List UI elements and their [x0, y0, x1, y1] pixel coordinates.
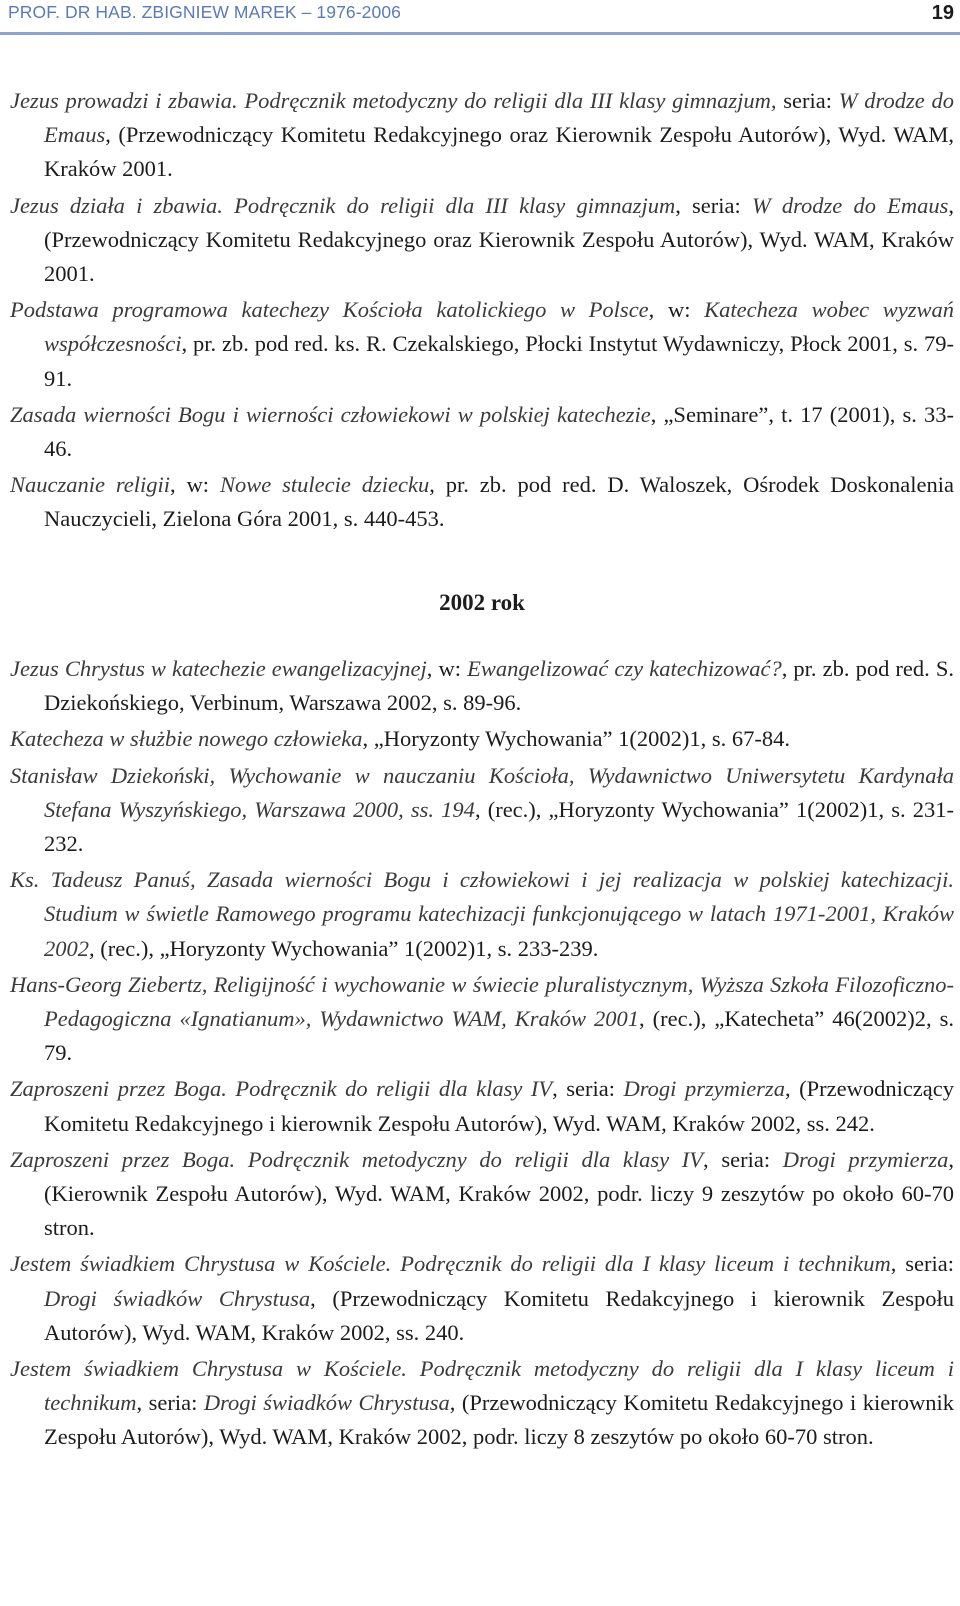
- entry-title-segment: Stanisław Dziekoński, Wychowanie w nauczaniu Kościoła, Wydawnictwo Uniwersytetu Kardynała Stefana Wyszyńskiego, Warszawa 2000, ss. 194: [10, 762, 954, 822]
- entry-text-segment: , (rec.), „Katecheta” 46(2002)2, s. 79.: [44, 1006, 954, 1066]
- entry-text-segment: , seria:: [136, 1390, 204, 1416]
- entry-text-segment: , seria:: [552, 1076, 624, 1102]
- entry-text-segment: , (Przewodniczący Komitetu Redakcyjnego i kierownik Zespołu Autorów), Wyd. WAM, Kraków 2002, ss. 242.: [44, 1076, 955, 1136]
- bibliography-entry: [10, 1072, 954, 1140]
- bibliography-entry: [10, 468, 954, 536]
- entry-title-segment: Jezus działa i zbawia. Podręcznik do religii dla III klasy gimnazjum: [10, 192, 676, 218]
- entry-text-segment: , (rec.), „Horyzonty Wychowania” 1(2002)1, s. 231-232.: [44, 796, 954, 857]
- entry-title-segment: Drogi przymierza: [623, 1076, 785, 1102]
- bibliography-entry: [10, 652, 954, 720]
- entry-text-segment: , (Przewodniczący Komitetu Redakcyjnego i kierownik Zespołu Autorów), Wyd. WAM, Kraków 2002, podr. liczy 8 zeszytów po około 60-70 stron.: [44, 1390, 954, 1450]
- year-heading: 2002 rok: [439, 590, 525, 615]
- bibliography-list-2001: [10, 84, 954, 537]
- bibliography: [10, 84, 955, 1450]
- bibliography-entry: [10, 1352, 954, 1455]
- entry-title-segment: Nauczanie religii: [10, 472, 171, 498]
- entry-text-segment: , „Horyzonty Wychowania” 1(2002)1, s. 67-84.: [362, 726, 790, 752]
- entry-title-segment: Hans-Georg Ziebertz, Religijność i wychowanie w świecie pluralistycznym, Wyższa Szkoła Filozoficzno-Pedagogiczna «Ignatianum», Wydawnictwo WAM, Kraków 2001: [10, 971, 954, 1032]
- entry-title-segment: Zasada wierności Bogu i wierności człowiekowi w polskiej katechezie: [10, 401, 651, 427]
- entry-text-segment: , seria:: [703, 1146, 783, 1172]
- bibliography-entry: [10, 968, 954, 1071]
- bibliography-entry: [10, 398, 954, 466]
- entry-text-segment: , w:: [648, 297, 705, 323]
- entry-title-segment: Jezus prowadzi i zbawia. Podręcznik metodyczny do religii dla III klasy gimnazjum,: [10, 88, 777, 113]
- entry-text-segment: , (Kierownik Zespołu Autorów), Wyd. WAM, Kraków 2002, podr. liczy 9 zeszytów po około 60-70 stron.: [44, 1146, 955, 1241]
- entry-title-segment: Zaproszeni przez Boga. Podręcznik do religii dla klasy IV: [10, 1076, 553, 1102]
- entry-title-segment: Ks. Tadeusz Panuś, Zasada wierności Bogu i człowiekowi i jej realizacja w polskiej katechizacji. Studium w świetle Ramowego programu katechizacji funkcjonującego w latach 1971-2001, Kraków 2002: [10, 867, 954, 961]
- bibliography-entry: [10, 1247, 954, 1350]
- entry-text-segment: , (rec.), „Horyzonty Wychowania” 1(2002)1, s. 233-239.: [89, 935, 599, 961]
- entry-text-segment: seria:: [776, 88, 839, 113]
- entry-text-segment: , w:: [426, 656, 468, 681]
- entry-title-segment: Drogi przymierza: [782, 1146, 949, 1172]
- entry-title-segment: W drodze do Emaus: [44, 88, 954, 148]
- bibliography-entry: [10, 293, 954, 396]
- bibliography-entry: [10, 863, 954, 966]
- entry-title-segment: Nowe stulecie dziecku: [219, 472, 430, 498]
- entry-title-segment: Zaproszeni przez Boga. Podręcznik metodyczny do religii dla klasy IV: [10, 1146, 704, 1172]
- entry-text-segment: , (Przewodniczący Komitetu Redakcyjnego oraz Kierownik Zespołu Autorów), Wyd. WAM, Kraków 2001.: [44, 192, 954, 287]
- page-number: 19: [931, 2, 954, 24]
- entry-title-segment: Drogi świadków Chrystusa: [203, 1390, 450, 1416]
- bibliography-entry: [10, 722, 954, 756]
- bibliography-list-2002: [10, 652, 954, 1457]
- entry-text-segment: , w:: [170, 472, 220, 498]
- entry-title-segment: Drogi świadków Chrystusa: [44, 1285, 311, 1311]
- bibliography-entry: [10, 189, 954, 292]
- entry-text-segment: , (Przewodniczący Komitetu Redakcyjnego i kierownik Zespołu Autorów), Wyd. WAM, Kraków 2002, ss. 240.: [44, 1285, 954, 1345]
- entry-text-segment: , seria:: [890, 1251, 954, 1277]
- header-rule: [0, 32, 960, 35]
- entry-text-segment: , „Seminare”, t. 17 (2001), s. 33-46.: [44, 401, 954, 462]
- entry-title-segment: Jestem świadkiem Chrystusa w Kościele. Podręcznik metodyczny do religii dla I klasy liceum i technikum: [10, 1356, 954, 1416]
- entry-title-segment: Podstawa programowa katechezy Kościoła katolickiego w Polsce: [10, 297, 649, 323]
- entry-title-segment: Katecheza w służbie nowego człowieka: [10, 726, 363, 752]
- entry-text-segment: , seria:: [675, 192, 752, 218]
- entry-text-segment: , pr. zb. pod red. D. Waloszek, Ośrodek Doskonalenia Nauczycieli, Zielona Góra 2001, s. 440-453.: [44, 472, 955, 532]
- entry-title-segment: Ewangelizować czy katechizować?: [467, 656, 782, 681]
- entry-text-segment: , pr. zb. pod red. S. Dziekońskiego, Verbinum, Warszawa 2002, s. 89-96.: [44, 656, 955, 716]
- page-header: [0, 0, 960, 30]
- entry-title-segment: Jestem świadkiem Chrystusa w Kościele. Podręcznik do religii dla I klasy liceum i technikum: [10, 1251, 891, 1277]
- entry-text-segment: , (Przewodniczący Komitetu Redakcyjnego oraz Kierownik Zespołu Autorów), Wyd. WAM, Kraków 2001.: [44, 122, 954, 182]
- entry-title-segment: Jezus Chrystus w katechezie ewangelizacyjnej: [10, 656, 427, 681]
- entry-title-segment: W drodze do Emaus: [751, 192, 949, 218]
- entry-title-segment: Katecheza wobec wyzwań współczesności: [44, 297, 954, 357]
- running-head: PROF. DR HAB. ZBIGNIEW MAREK – 1976-2006: [8, 2, 402, 22]
- bibliography-entry: [10, 759, 954, 862]
- bibliography-entry: [10, 84, 954, 187]
- bibliography-entry: [10, 1143, 954, 1246]
- entry-text-segment: , pr. zb. pod red. ks. R. Czekalskiego, Płocki Instytut Wydawniczy, Płock 2001, s. 79-91.: [44, 331, 954, 391]
